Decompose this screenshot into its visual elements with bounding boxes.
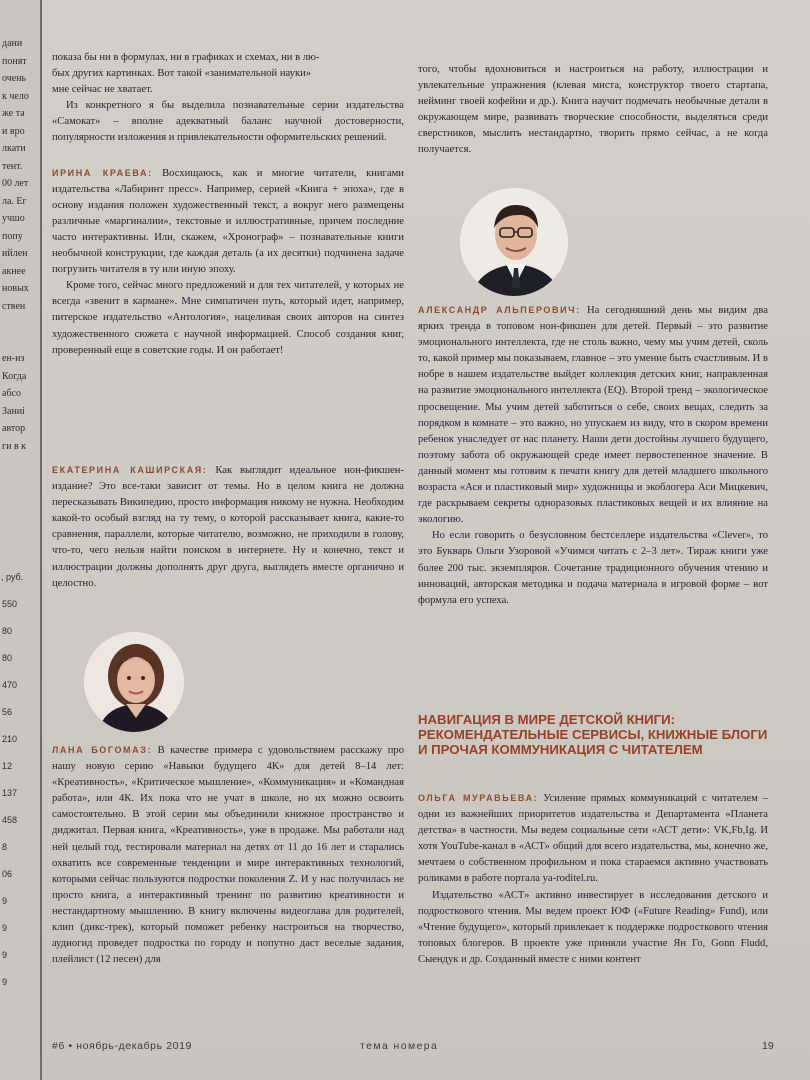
portrait-lana-bogomaz	[84, 632, 184, 732]
previous-page-fragment: же та	[2, 108, 25, 119]
previous-page-fragment: новых	[2, 283, 29, 294]
previous-page-fragment	[0, 18, 40, 36]
kraeva-text-2: Кроме того, сейчас много предложений и для тех читателей, у которых не всегда «звенит в кармане». Мне симпатичен путь, который идет, например, питерское издательство «Антология», нацеливая своих авторов на синтез художественного сюжета с научной информацией. Способ создания книг, проверенный еще в советские годы. И он работает!	[52, 280, 404, 356]
section-heading: НАВИГАЦИЯ В МИРЕ ДЕТСКОЙ КНИГИ: РЕКОМЕНДАТЕЛЬНЫЕ СЕРВИСЫ, КНИЖНЫЕ БЛОГИ И ПРОЧАЯ КОММУНИКАЦИЯ С ЧИТАТЕЛЕМ	[418, 712, 768, 758]
previous-page-fragment: попу	[2, 230, 23, 242]
previous-page-price: 9	[2, 950, 8, 960]
previous-page-fragment	[0, 315, 40, 333]
page-number: 19	[762, 1040, 774, 1052]
previous-page-fragment: автор	[2, 423, 26, 434]
right-top-text: того, чтобы вдохновиться и настроиться на работу, иллюстрации и увлекательные упражнения (клевая миста, конструктор твоего стартапа, нейминг твоей кофейни и др.). Книга научит подмечать необычные детали в окружающем мире, развивать творческие способности, выделяться среди сверстников, мыслить нестандартно, творить прямо сейчас, а не когда получается.	[418, 64, 768, 156]
previous-page-price: 06	[2, 869, 13, 879]
previous-page-price: 8	[2, 842, 8, 852]
previous-page-fragment: 00 лет	[2, 178, 29, 189]
previous-page-edge	[0, 0, 42, 1080]
previous-page-text-fragments	[0, 0, 40, 455]
previous-page-fragment: Заниі	[2, 405, 25, 417]
previous-page-price: 210	[2, 734, 18, 744]
muravyeva-text: Усиление прямых коммуникаций с читателем – одни из важнейших приоритетов издательства и Департамента «Планета детства» в частности. Мы ведем социальные сети «АСТ дети»: VK,Fb,Ig. И хотя YouTube-канал в «АСТ» общий для всего издательства, мы, конечно же, мечтаем о собственном профильном и пока стараемся активно участвовать роликами в работе портала ya-roditel.ru.	[418, 793, 769, 885]
previous-page-price: 470	[2, 680, 18, 690]
speaker-name-kraeva: ИРИНА КРАЕВА:	[52, 167, 153, 178]
intro-line-3: мне сейчас не хватает.	[52, 84, 153, 96]
intro-paragraph-2: Из конкретного я бы выделила познавательные серии издательства «Самокат» – вполне адекватный баланс научной достоверности, популярности изложения и привлекательности оформительских решений.	[52, 100, 404, 144]
previous-page-price: 9	[2, 896, 8, 906]
left-column-middle	[52, 462, 404, 592]
kraeva-block	[52, 165, 404, 279]
kashirskaya-text: Как выглядит идеальное нон-фикшен-издание? Это все-таки зависит от темы. Но в целом книга не должна пересказывать Википедию, просто информация никому не нужна. Необходим какой-то особый взгляд на ту тему, о которой рассказывает книга, какие-то сравнения, параллели, которые читателю, возможно, не приходили в голову, что-то, чего нельзя найти поиском в интернете. Ну и конечно, текст и иллюстрации должны дополнять друг друга, выглядеть вместе органично и целостно.	[52, 465, 405, 589]
muravyeva-block	[418, 790, 768, 888]
previous-page-fragment: дани	[2, 38, 23, 49]
previous-page-fragment: акнее	[2, 265, 26, 277]
kraeva-text: Восхищаюсь, как и многие читатели, книгами издательства «Лабиринт пресс». Например, серией «Книга + эпоха», где в основу издания положен художественный текст, а вокруг него размещены различные «маргиналии», текстовые и иллюстративные, причем последние часто интерактивны. Или, скажем, «Хронограф» – познавательные книги необычной конструкции, где каждая деталь (а их десятки) подчинена задаче погрузить читателя в ту или иную эпоху.	[52, 167, 404, 276]
previous-page-price: 9	[2, 977, 8, 987]
previous-page-fragment: и вро	[2, 125, 25, 137]
right-column-middle	[418, 302, 768, 609]
previous-page-fragment	[0, 0, 40, 18]
previous-page-fragment: учшо	[2, 213, 25, 224]
intro-line-1: показа бы ни в формулах, ни в графиках и схемах, ни в лю-	[52, 52, 320, 63]
speaker-name-kashirskaya: ЕКАТЕРИНА КАШИРСКАЯ:	[52, 465, 208, 475]
previous-page-fragment	[0, 333, 40, 351]
alperovich-block	[418, 302, 768, 528]
bogomaz-block	[52, 742, 404, 968]
page-footer	[52, 1040, 772, 1060]
previous-page-fragment: тент.	[2, 160, 23, 172]
issue-label: #6 • ноябрь-декабрь 2019	[52, 1040, 192, 1052]
previous-page-fragment: абсо	[2, 388, 21, 399]
previous-page-price: 550	[2, 599, 18, 609]
right-column-lower	[418, 790, 768, 968]
section-label: тема номера	[360, 1040, 439, 1052]
previous-page-price: 80	[2, 626, 13, 636]
previous-page-fragment: ен-из	[2, 353, 25, 364]
previous-page-fragment: лкати	[2, 143, 26, 154]
kashirskaya-block	[52, 462, 404, 592]
previous-page-fragment: очень	[2, 73, 27, 84]
previous-page-price: 9	[2, 923, 8, 933]
right-column-top	[418, 62, 768, 159]
speaker-name-bogomaz: ЛАНА БОГОМАЗ:	[52, 745, 153, 755]
left-column-lower	[52, 742, 404, 968]
previous-page-fragment: к чело	[2, 90, 29, 102]
previous-page-fragment: Когда	[2, 370, 27, 382]
previous-page-price: 12	[2, 761, 13, 771]
speaker-name-alperovich: АЛЕКСАНДР АЛЬПЕРОВИЧ:	[418, 305, 581, 315]
previous-page-price: 80	[2, 653, 13, 663]
previous-page-price: 137	[2, 788, 18, 798]
previous-page-fragment: понят	[2, 55, 27, 67]
previous-page-fragment: ствен	[2, 300, 26, 312]
left-column-top	[52, 50, 404, 359]
previous-page-fragment: ги в к	[2, 440, 27, 452]
alperovich-text-2: Но если говорить о безусловном бестселлере издательства «Clever», то это Букварь Ольги Узоровой «Учимся читать с 2–3 лет». Тираж книги уже более 200 тыс. экземпляров. Сочетание традиционного обучения чтению и инноваций, авторская методика и подача материала в игровой форме – вот формула его успеха.	[418, 530, 768, 606]
portrait-alexandr-alperovich	[460, 188, 568, 296]
previous-page-fragment: ийлен	[2, 248, 28, 259]
intro-line-2: бых других картинках. Вот такой «занимательной науки»	[52, 68, 312, 80]
previous-page-price: 56	[2, 707, 13, 717]
magazine-page	[42, 0, 810, 1080]
alperovich-text: На сегодняшний день мы видим два ярких тренда в топовом нон-фикшен для детей. Первый – это развитие эмоционального интеллекта, где не столь важно, чему мы учим детей, сколь то, какой пример мы показываем, главное – это умение быть счастливым. И в нобре в нашем издательстве выйдет коллекция детских книг, направленная на развитие эмоционального интеллекта (EQ). Второй тренд – экологическое просвещение. Мы учим детей заботиться о себе, своих вещах, следить за порядком в комнате – это важно, но упускаем из виду, что в скором времени ребенок унаследует от нас планету. Наши дети достойны лучшего будущего, поэтому забота об окружающей среде имеет первостепенное значение. В данный момент мы готовим к печати книгу для детей младшего школьного возраста «Ася и пластиковый мир» художницы и экоблогера Аси Мицкевич, где раскрываем секреты одноразовых пластиковых вещей и их влияние на экологию.	[418, 305, 768, 526]
muravyeva-text-2: Издательство «АСТ» активно инвестирует в исследования детского и подросткового чтения. Мы ведем проект ЮФ («Future Reading» Fund), или «Чтение будущего», который привлекает к поддержке подросткового чтения топовых блогеров. В проекте уже приняли участие Ян Го, Gonn Fludd, Сыендук и др. Созданный вместе с ними контент	[418, 889, 768, 965]
price-unit-label: , руб.	[1, 572, 24, 582]
previous-page-fragment: ла. Ег	[2, 195, 27, 207]
bogomaz-text: В качестве примера с удовольствием расскажу про нашу новую серию «Навыки будущего 4К» для детей 8–14 лет: «Креативность», «Критическое мышление», «Коммуникация» и «Командная работа», или 4К. Их пока что не учат в школе, но их можно освоить самостоятельно. В этой серии мы объединили книжное пространство и диджитал. Первая книга, «Креативность», уже в продаже. Мы работали над ней целый год, тестировали материал на детях от 11 до 16 лет и старались охватить все современные тенденции и мире интерактивных технологий, которыми сейчас пользуются подростки поколения Z. И у нас получилась не просто книга, а интерактивный тренинг по развитию креативности и нестандартному мышлению. В книгу включены видеоглава для родителей, клип (дикс-трек), который поможет ребенку настроиться на творчество, аудиогид проведет подростка по городу и попутно даст веселые задания, плейлист (12 песен) для	[52, 745, 404, 966]
previous-page-price: 458	[2, 815, 18, 825]
speaker-name-muravyeva: ОЛЬГА МУРАВЬЕВА:	[418, 793, 539, 803]
previous-page-price-column	[0, 572, 24, 987]
